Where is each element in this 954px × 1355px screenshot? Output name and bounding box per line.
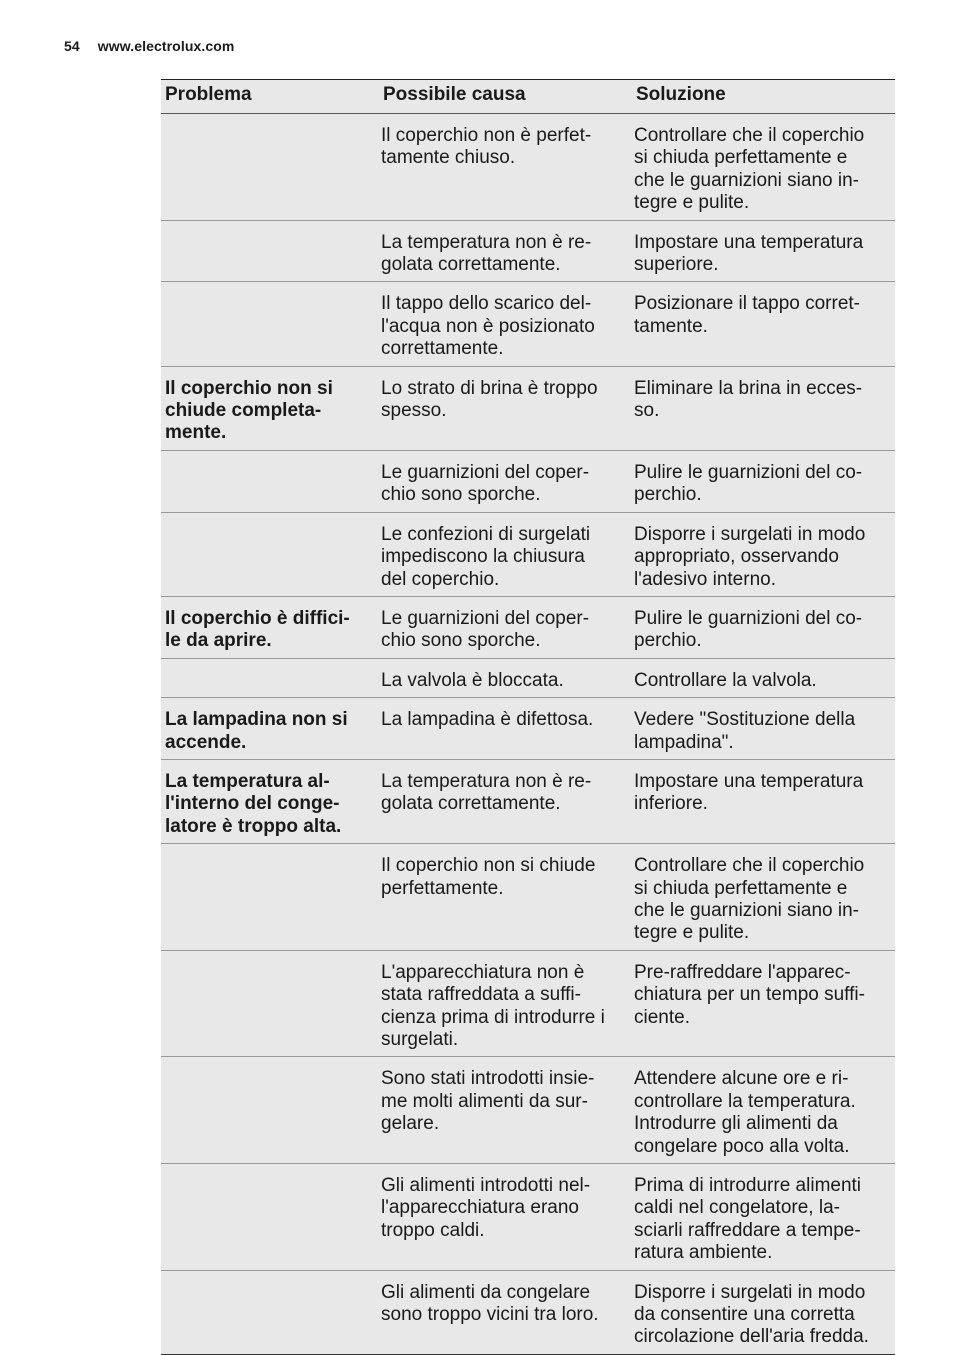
solution-cell: Vedere "Sostituzione della lampadina".: [634, 709, 856, 753]
solution-cell: Impostare una temperatura inferiore.: [634, 770, 864, 815]
table-row: [161, 220, 895, 282]
table-header: [161, 80, 895, 114]
table-row: [161, 844, 895, 951]
table-row: [161, 366, 895, 450]
table-row: [161, 114, 895, 221]
cause-cell: La lampadina è difettosa.: [381, 709, 594, 731]
solution-cell: Disporre i surgelati in modo da consentire una corretta circolazione dell'aria fredda.: [634, 1281, 869, 1348]
cause-cell: La valvola è bloccata.: [381, 669, 564, 691]
solution-cell: Pre-raffreddare l'apparec- chiatura per un tempo suffi- ciente.: [634, 961, 865, 1028]
problem-cell: [161, 220, 379, 282]
solution-cell: Attendere alcune ore e ri- controllare la temperatura. Introdurre gli alimenti da congelare poco alla volta.: [634, 1068, 856, 1157]
table-row: [161, 450, 895, 512]
problem-cell: La lampadina non si accende.: [165, 709, 348, 753]
solution-cell: Pulire le guarnizioni del co- perchio.: [634, 461, 863, 506]
table-row: [161, 596, 895, 658]
problem-cell: [161, 450, 379, 512]
problem-cell: [161, 114, 379, 221]
table-row: [161, 512, 895, 596]
solution-cell: Eliminare la brina in ecces- so.: [634, 377, 863, 422]
problem-cell: Il coperchio non si chiude completa- mente.: [165, 377, 333, 444]
table-row: [161, 950, 895, 1057]
page-header: [64, 38, 234, 54]
cause-cell: Il tappo dello scarico del- l'acqua non è posizionato correttamente.: [381, 293, 595, 360]
cause-cell: Le guarnizioni del coper- chio sono sporche.: [381, 461, 590, 506]
solution-cell: Disporre i surgelati in modo appropriato, osservando l'adesivo interno.: [634, 523, 866, 590]
solution-cell: Impostare una temperatura superiore.: [634, 231, 864, 276]
column-header-solution: Soluzione: [636, 84, 726, 105]
table-row: [161, 698, 895, 760]
cause-cell: La temperatura non è re- golata correttamente.: [381, 770, 592, 815]
problem-cell: [161, 658, 379, 697]
website-url: www.electrolux.com: [97, 38, 235, 54]
solution-cell: Controllare che il coperchio si chiuda perfettamente e che le guarnizioni siano in- tegre e pulite.: [634, 125, 865, 214]
cause-cell: Gli alimenti da congelare sono troppo vicini tra loro.: [381, 1281, 599, 1326]
column-header-cause: Possibile causa: [383, 84, 526, 105]
problem-cell: [161, 1164, 379, 1271]
cause-cell: La temperatura non è re- golata correttamente.: [381, 231, 592, 276]
cause-cell: Gli alimenti introdotti nel- l'apparecchiatura erano troppo caldi.: [381, 1175, 591, 1241]
solution-cell: Controllare che il coperchio si chiuda perfettamente e che le guarnizioni siano in- tegre e pulite.: [634, 855, 865, 944]
solution-cell: Prima di introdurre alimenti caldi nel congelatore, la- sciarli raffreddare a tempe- ratura ambiente.: [634, 1175, 862, 1264]
table-row: [161, 1057, 895, 1164]
cause-cell: Sono stati introdotti insie- me molti alimenti da sur- gelare.: [381, 1068, 595, 1135]
cause-cell: Il coperchio non si chiude perfettamente.: [381, 855, 596, 899]
problem-cell: [161, 1270, 379, 1354]
problem-cell: [161, 844, 379, 951]
table-row: [161, 1164, 895, 1271]
cause-cell: Lo strato di brina è troppo spesso.: [381, 377, 598, 422]
problem-cell: [161, 512, 379, 596]
table-row: [161, 658, 895, 697]
problem-cell: Il coperchio è diffici- le da aprire.: [165, 607, 350, 652]
table-row: [161, 759, 895, 843]
table-row: [161, 282, 895, 366]
problem-cell: [161, 1057, 379, 1164]
cause-cell: Le guarnizioni del coper- chio sono sporche.: [381, 607, 590, 652]
page-number: 54: [64, 38, 80, 54]
solution-cell: Controllare la valvola.: [634, 669, 817, 691]
cause-cell: Le confezioni di surgelati impediscono la chiusura del coperchio.: [381, 523, 591, 590]
problem-cell: [161, 950, 379, 1057]
cause-cell: Il coperchio non è perfet- tamente chiuso.: [381, 125, 592, 169]
cause-cell: L'apparecchiatura non è stata raffreddata a suffi- cienza prima di introdurre i surgelati.: [381, 961, 605, 1050]
table-row: [161, 1270, 895, 1354]
column-header-problem: Problema: [165, 84, 252, 105]
problem-cell: La temperatura al- l'interno del conge- latore è troppo alta.: [165, 770, 342, 837]
troubleshooting-table: [161, 79, 895, 1355]
table-body: [161, 114, 895, 1355]
solution-cell: Posizionare il tappo corret- tamente.: [634, 293, 860, 337]
problem-cell: [161, 282, 379, 366]
solution-cell: Pulire le guarnizioni del co- perchio.: [634, 607, 863, 652]
